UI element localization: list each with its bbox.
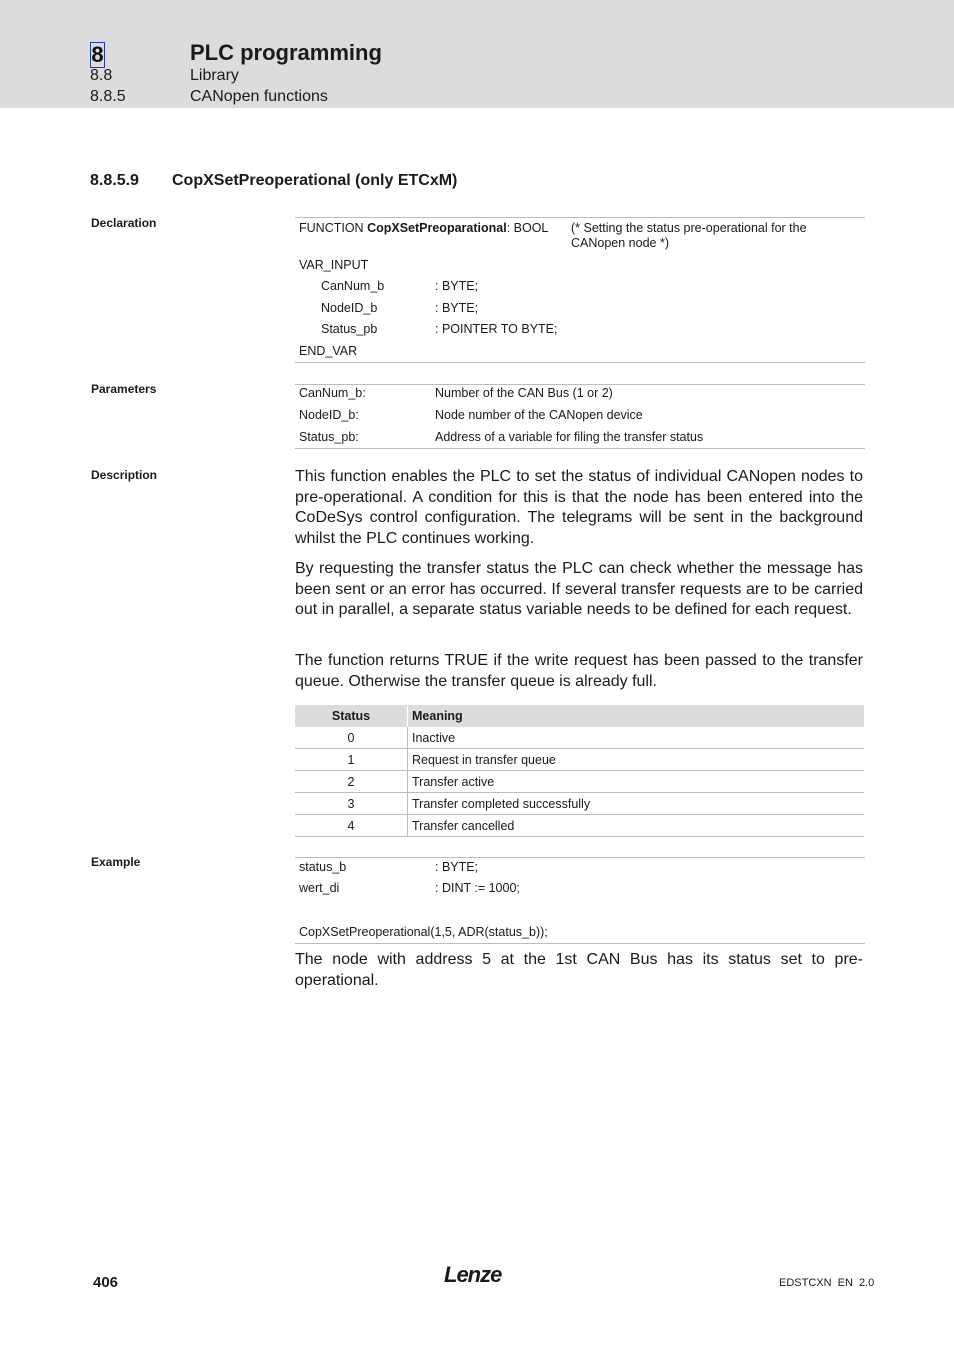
description-paragraph-3: The function returns TRUE if the write request has been passed to the transfer queue. Otherwise the transfer queue is already full.: [295, 652, 863, 690]
table-row: [295, 793, 864, 815]
var-name: NodeID_b: [321, 301, 378, 315]
page-number: 406: [93, 1274, 119, 1291]
status-table: [295, 705, 864, 837]
subchapter-number: 8.8: [90, 67, 113, 84]
status-meaning-cell: Inactive: [408, 727, 865, 749]
table-header-row: [295, 705, 864, 727]
subsection-title: CANopen functions: [190, 88, 328, 105]
lenze-logo: Lenze: [444, 1262, 502, 1287]
example-var-name: status_b: [299, 860, 347, 874]
section-heading: [90, 172, 457, 190]
declaration-label: Declaration: [91, 216, 157, 230]
example-var-type: : DINT := 1000;: [435, 881, 520, 895]
example-label: Example: [91, 855, 141, 869]
var-input-keyword: VAR_INPUT: [299, 258, 369, 272]
example-var-name: wert_di: [299, 881, 340, 895]
subchapter-title: Library: [190, 67, 239, 84]
header-band: [0, 0, 954, 108]
param-description: Address of a variable for filing the transfer status: [435, 430, 704, 444]
section-number: 8.8.5.9: [90, 172, 139, 189]
example-var-type: : BYTE;: [435, 860, 479, 874]
subsection-number: 8.8.5: [90, 88, 126, 105]
document-id: EDSTCXN EN 2.0: [779, 1277, 875, 1289]
chapter-title: PLC programming: [190, 40, 382, 65]
function-return-type: : BOOL: [506, 221, 549, 235]
var-name: CanNum_b: [321, 279, 385, 293]
var-name: Status_pb: [321, 322, 378, 336]
var-type: : BYTE;: [435, 279, 479, 293]
param-description: Node number of the CANopen device: [435, 408, 643, 422]
status-meaning-cell: Request in transfer queue: [408, 749, 865, 771]
status-code-cell: 2: [295, 771, 408, 793]
end-var-keyword: END_VAR: [299, 344, 358, 358]
table-row: [295, 749, 864, 771]
table-row: [295, 815, 864, 837]
example-box: [295, 857, 865, 944]
param-name: CanNum_b:: [299, 386, 366, 400]
status-code-cell: 3: [295, 793, 408, 815]
table-row: [295, 727, 864, 749]
param-description: Number of the CAN Bus (1 or 2): [435, 386, 613, 400]
parameters-box: [295, 384, 865, 449]
status-meaning-cell: Transfer cancelled: [408, 815, 865, 837]
example-note: The node with address 5 at the 1st CAN Bus has its status set to pre-operational.: [295, 951, 863, 989]
var-type: : POINTER TO BYTE;: [435, 322, 558, 336]
var-type: : BYTE;: [435, 301, 479, 315]
chapter-number-link[interactable]: 8: [91, 42, 104, 67]
parameters-label: Parameters: [91, 382, 157, 396]
function-signature: [299, 221, 548, 235]
param-name: NodeID_b:: [299, 408, 359, 422]
status-code-cell: 1: [295, 749, 408, 771]
description-paragraph-1: This function enables the PLC to set the status of individual CANopen nodes to pre-operational. A condition for this is that the node has been entered into the CoDeSys control configuration. The telegrams will be sent in the background whilst the PLC continues working.: [295, 468, 863, 547]
table-row: [295, 771, 864, 793]
function-keyword: FUNCTION: [299, 221, 368, 235]
status-meaning-cell: Transfer active: [408, 771, 865, 793]
function-comment-line2: CANopen node *): [571, 236, 669, 250]
section-title: CopXSetPreoperational (only ETCxM): [172, 172, 458, 189]
status-code-cell: 4: [295, 815, 408, 837]
column-header-status: Status: [295, 705, 408, 727]
status-meaning-cell: Transfer completed successfully: [408, 793, 865, 815]
description-paragraph-2: By requesting the transfer status the PLC can check whether the message has been sent or an error has occurred. If several transfer requests are to be carried out in parallel, a separate status variable needs to be defined for each request.: [295, 560, 863, 619]
declaration-box: [295, 217, 865, 363]
column-header-meaning: Meaning: [408, 705, 865, 727]
param-name: Status_pb:: [299, 430, 359, 444]
function-comment-line1: (* Setting the status pre-operational for the: [571, 221, 807, 235]
example-function-call: CopXSetPreoperational(1,5, ADR(status_b));: [299, 925, 548, 939]
description-label: Description: [91, 468, 158, 482]
function-name: CopXSetPreoparational: [367, 221, 507, 235]
status-code-cell: 0: [295, 727, 408, 749]
